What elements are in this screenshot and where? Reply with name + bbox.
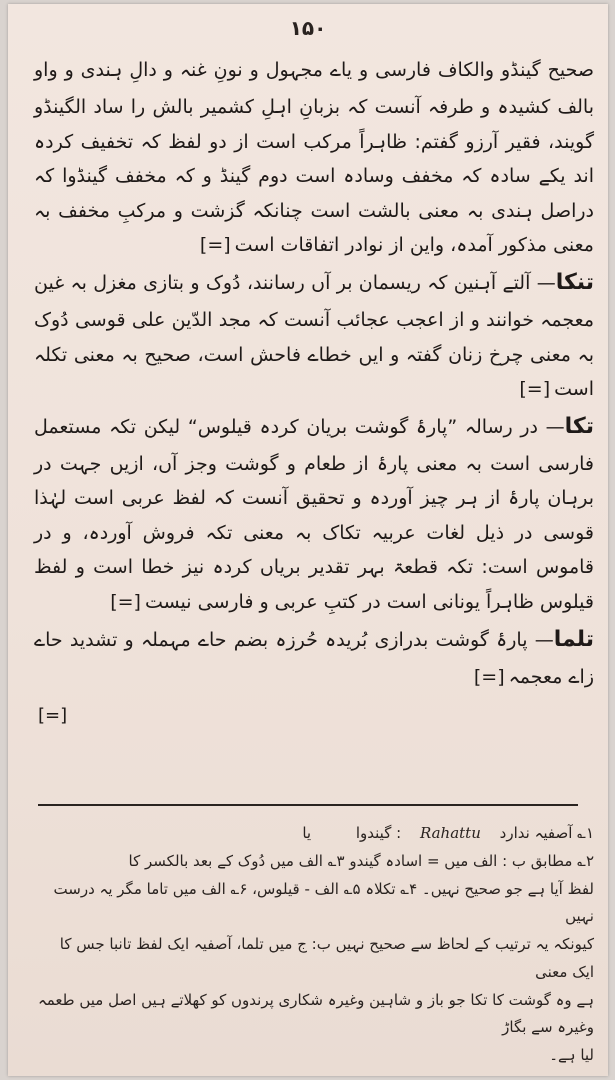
footnote-1-annotation: یا (302, 824, 312, 842)
footnote-line: ہے وہ گوشت کا تکا جو باز و شاہین وغیرہ شکاری پرندوں کو کھلاتے ہیں اصل میں طعمہ وغیرہ سے بگاڑ (37, 990, 594, 1037)
main-text (34, 50, 594, 733)
paragraph-2-headword: تنکا (555, 269, 594, 295)
paragraph-4-text: — پارۂ گوشت بدرازی بُریدہ حُرزہ بضم حاے مہملہ و تشدید حاے زاے معجمہ (34, 628, 594, 688)
footnote-line-1 (34, 820, 594, 848)
paragraph-4-headword: تلما (553, 626, 594, 652)
footnote-1-end: : گیندوا (355, 824, 402, 842)
paragraph-2-text: — آلتے آہنین کہ ریسمان بر آں رسانند، دُوک و بتازی مغزل بہ غین معجمہ خوانند و از اعجب عجائب آنست کہ مجد الدّین علی قوسی دُوک بہ معنی چرخ زنان گفتہ و ایں خطاے فاحش است، صحیح بہ معنی تکلہ است (34, 271, 594, 401)
page-number: ۱۵۰ (289, 16, 327, 40)
paragraph-1-mark: [=] (199, 234, 231, 257)
footnote-divider (38, 804, 578, 806)
footnote-1-start: ۱؎ آصفیہ ندارد (499, 824, 594, 842)
paragraph-3-mark: [=] (110, 591, 141, 614)
paragraph-2-mark: [=] (519, 378, 551, 401)
footnote-line: ۲؎ مطابق ب : الف میں = اسادہ گیندو ۳؎ الف میں دُوک کے بعد بالکسر کا (128, 851, 594, 870)
paragraph-3-headword: تکا (564, 413, 594, 439)
footnotes (34, 820, 594, 1070)
manuscript-page (8, 4, 608, 1076)
paragraph-3 (34, 407, 594, 620)
handwritten-signature: Rahattu (419, 824, 481, 842)
paragraph-1-text: صحیح گینڈو والکاف فارسی و یاے مجہول و نونِ غنہ و دالِ ہندی و واو بالف کشیدہ و طرفہ آنست کہ بزبانِ اہلِ کشمیر بالش را ساد الگینڈو گویند، فقیر آرزو گفتم: ظاہراً مرکب است از دو لفظ کہ تخفیف کردہ اند یکے سادہ کہ مخفف وسادہ است دوم گینڈ و کہ مخفف گینڈوا کہ دراصل ہندی بہ معنی بالشت است چنانکہ گزشت و مرکبِ مخفف بہ معنی مذکور آمدہ، واین از نوادر اتفاقات است (34, 59, 594, 257)
paragraph-2 (34, 263, 594, 407)
footnote-line: کیونکہ یہ ترتیب کے لحاظ سے صحیح نہیں ب: ج میں تلما، آصفیہ ایک لفظ تانبا جس کا ایک معنی (59, 935, 594, 981)
footnote-line: لیا ہے۔ (549, 1046, 594, 1064)
paragraph-3-text: — در رسالہ ”پارۂ گوشت بریان کردہ قیلوس“ لیکن تکہ مستعمل فارسی است بہ معنی پارۂ از طعام و گوشت وجز آں، ازیں جہت در برہان پارۂ از ہر چیز آوردہ و تحقیق آنست کہ لفظ عربی است لہٰذا قوسی در ذیل لغات عربیہ تکاک بہ معنی تکہ فروش آوردہ، و در قاموس است: تکہ قطعۃ بہر تقدیر بریاں کردہ نیز خطا است و لفظ قیلوس ظاہراً یونانی است در کتبِ عربی و فارسی نیست (34, 415, 594, 614)
end-mark: [=] (38, 705, 68, 727)
paragraph-1 (34, 50, 594, 263)
paragraph-4-mark: [=] (473, 665, 505, 688)
footnote-line: لفظ آیا ہے جو صحیح نہیں۔ ۴؎ تکلاہ ۵؎ الف - قیلوس، ۶؎ الف میں تاما مگر یہ درست نہیں (53, 879, 594, 926)
paragraph-4 (34, 620, 594, 695)
